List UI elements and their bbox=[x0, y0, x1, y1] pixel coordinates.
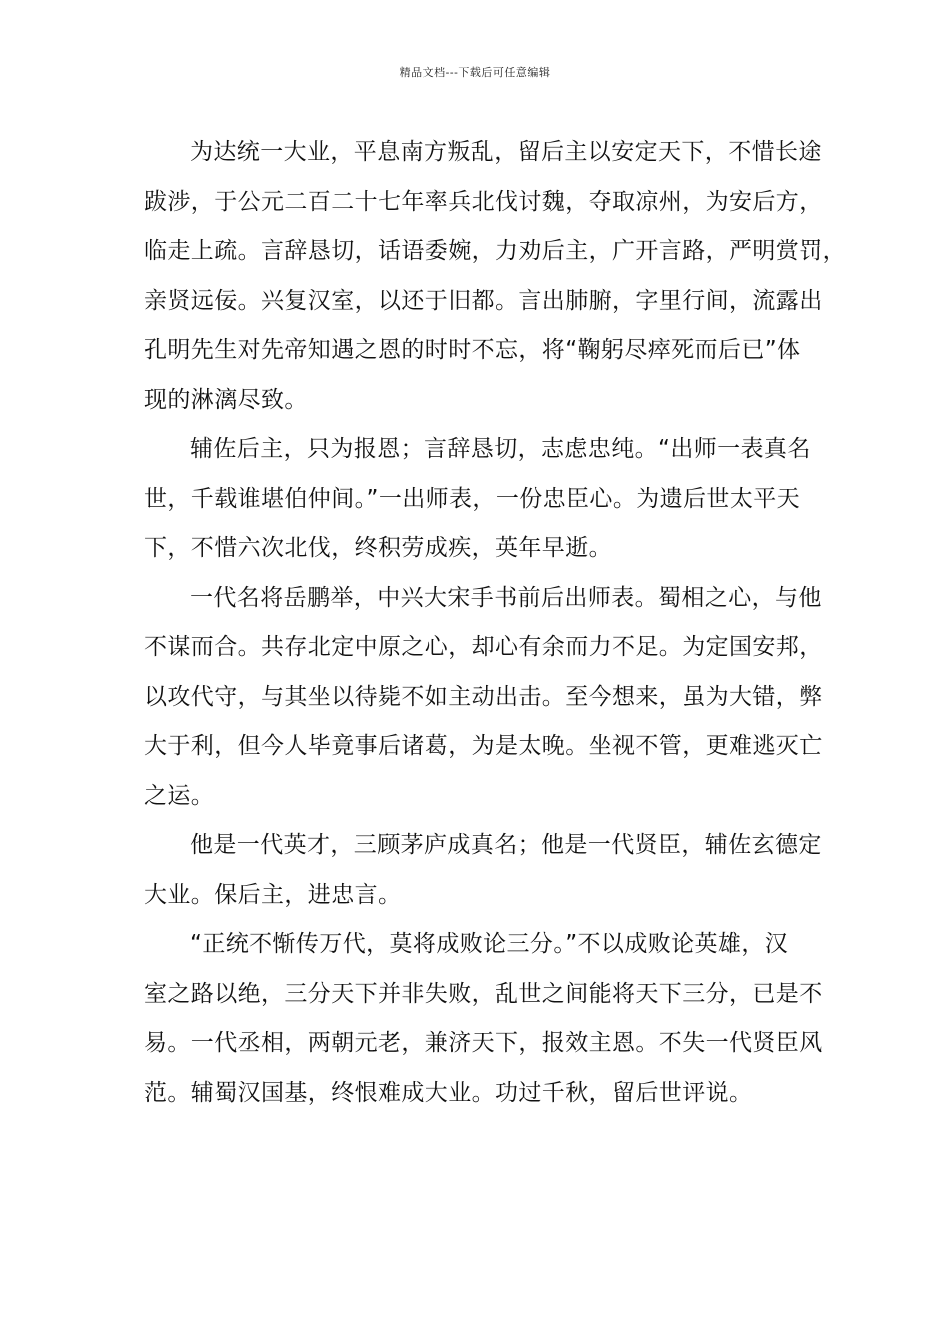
document-body bbox=[144, 128, 846, 1118]
text-line: 大业。保后主，进忠言。 bbox=[144, 881, 402, 908]
text-line: 跋涉，于公元二百二十七年率兵北伐讨魏，夺取凉州，为安后方， bbox=[144, 188, 823, 215]
text-line: 下，不惜六次北伐，终积劳成疾，英年早逝。 bbox=[144, 535, 612, 561]
text-line: 他是一代英才，三顾茅庐成真名；他是一代贤臣，辅佐玄德定 bbox=[190, 832, 822, 858]
text-line: 孔明先生对先帝知遇之恩的时时不忘，将“鞠躬尽瘁死而后已”体 bbox=[144, 337, 801, 363]
paragraph bbox=[144, 920, 824, 1118]
text-line: 现的淋漓尽致。 bbox=[144, 386, 308, 413]
text-line: 范。辅蜀汉国基，终恨难成大业。功过千秋，留后世评说。 bbox=[144, 1079, 753, 1106]
text-line: 室之路以绝，三分天下并非失败，乱世之间能将天下三分，已是不 bbox=[144, 980, 823, 1007]
paragraph bbox=[144, 128, 846, 425]
text-line: 一代名将岳鹏举，中兴大宋手书前后出师表。蜀相之心，与他 bbox=[190, 584, 822, 611]
text-line: 之运。 bbox=[144, 782, 215, 809]
paragraph bbox=[144, 821, 824, 920]
text-line: “正统不惭传万代，莫将成败论三分。”不以成败论英雄，汉 bbox=[190, 931, 789, 957]
text-line: 大于利，但今人毕竟事后诸葛，为是太晚。坐视不管，更难逃灭亡 bbox=[144, 733, 823, 759]
text-line: 辅佐后主，只为报恩；言辞恳切，志虑忠纯。“出师一表真名 bbox=[190, 436, 811, 462]
text-line: 以攻代守，与其坐以待毙不如主动出击。至今想来，虽为大错，弊 bbox=[144, 683, 823, 710]
page-header: 精品文档---下载后可任意编辑 bbox=[399, 66, 551, 79]
text-line: 临走上疏。言辞恳切，话语委婉，力劝后主，广开言路，严明赏罚， bbox=[144, 238, 846, 264]
text-line: 易。一代丞相，两朝元老，兼济天下，报效主恩。不失一代贤臣风 bbox=[144, 1030, 823, 1056]
text-line: 世，千载谁堪伯仲间。”一出师表，一份忠臣心。为遗后世太平天 bbox=[144, 485, 801, 512]
text-line: 亲贤远佞。兴复汉室，以还于旧都。言出肺腑，字里行间，流露出 bbox=[144, 287, 823, 314]
text-line: 不谋而合。共存北定中原之心，却心有余而力不足。为定国安邦， bbox=[144, 634, 823, 660]
paragraph bbox=[144, 425, 824, 574]
paragraph bbox=[144, 574, 824, 822]
text-line: 为达统一大业，平息南方叛乱，留后主以安定天下，不惜长途 bbox=[190, 139, 822, 165]
